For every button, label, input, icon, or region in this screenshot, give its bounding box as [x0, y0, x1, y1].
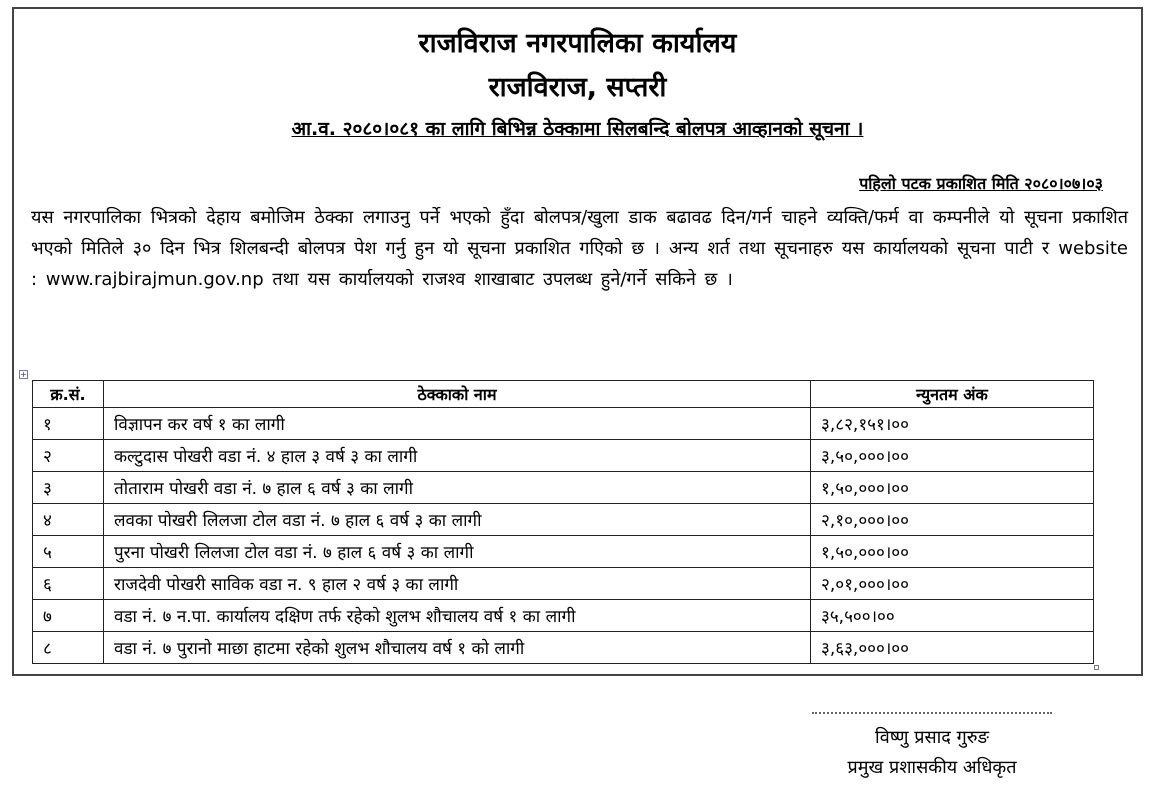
table-row	[33, 472, 1094, 504]
serial-cell: ३	[33, 472, 104, 504]
serial-cell: ८	[33, 632, 104, 664]
column-header-serial: क्र.सं.	[33, 381, 104, 408]
notice-body: यस नगरपालिका भित्रको देहाय बमोजिम ठेक्का लगाउनु पर्ने भएको हुँदा बोलपत्र/खुला डाक बढावढ दिन/गर्न चाहने व्यक्ति/फर्म वा कम्पनीले यो सूचना प्रकाशित भएको मितिले ३० दिन भित्र शिलबन्दी बोलपत्र पेश गर्नु हुन यो सूचना प्रकाशित गएिको छ । अन्य शर्त तथा सूचनाहरु यस कार्यालयको सूचना पाटी र website : www.rajbirajmun.gov.np तथा यस कार्यालयको राजश्व शाखाबाट उपलब्ध हुने/गर्ने सकिने छ ।	[31, 207, 1128, 290]
table-header-row	[33, 381, 1094, 408]
serial-cell: ७	[33, 600, 104, 632]
publication-date: पहिलो पटक प्रकाशित मिति २०८०।०७।०३	[859, 174, 1103, 193]
table-resize-handle[interactable]	[1094, 665, 1099, 670]
table-row	[33, 632, 1094, 664]
contract-name-cell: कल्टुदास पोखरी वडा नं. ४ हाल ३ वर्ष ३ का लागी	[104, 440, 811, 472]
office-title: राजविराज नगरपालिका कार्यालय	[418, 28, 737, 59]
contract-name-cell: विज्ञापन कर वर्ष १ का लागी	[104, 408, 811, 440]
contract-name-cell: लवका पोखरी लिलजा टोल वडा नं. ७ हाल ६ वर्ष ३ का लागी	[104, 504, 811, 536]
table-row	[33, 408, 1094, 440]
amount-cell: २,०१,०००।००	[811, 568, 1094, 600]
table-row	[33, 600, 1094, 632]
amount-cell: २,१०,०००।००	[811, 504, 1094, 536]
amount-cell: ३,८२,१५१।००	[811, 408, 1094, 440]
contract-name-cell: वडा नं. ७ न.पा. कार्यालय दक्षिण तर्फ रहेको शुलभ शौचालय वर्ष १ का लागी	[104, 600, 811, 632]
amount-cell: १,५०,०००।००	[811, 472, 1094, 504]
amount-cell: १,५०,०००।००	[811, 536, 1094, 568]
serial-cell: २	[33, 440, 104, 472]
serial-cell: १	[33, 408, 104, 440]
notice-subject: आ.व. २०८०।०८१ का लागि बिभिन्न ठेक्कामा सिलबन्दि बोलपत्र आव्हानको सूचना ।	[291, 118, 864, 140]
signature-line	[812, 712, 1052, 714]
contract-name-cell: राजदेवी पोखरी साविक वडा न. ९ हाल २ वर्ष ३ का लागी	[104, 568, 811, 600]
notice-frame	[12, 7, 1143, 676]
signatory-title: प्रमुख प्रशासकीय अधिकृत	[847, 757, 1017, 778]
amount-cell: ३,५०,०००।००	[811, 440, 1094, 472]
serial-cell: ४	[33, 504, 104, 536]
table-row	[33, 536, 1094, 568]
contract-name-cell: वडा नं. ७ पुरानो माछा हाटमा रहेको शुलभ शौचालय वर्ष १ को लागी	[104, 632, 811, 664]
table-move-handle-icon[interactable]: +	[20, 370, 27, 379]
column-header-contract-name: ठेक्काको नाम	[104, 381, 811, 408]
contract-name-cell: पुरना पोखरी लिलजा टोल वडा नं. ७ हाल ६ वर्ष ३ का लागी	[104, 536, 811, 568]
contract-name-cell: तोताराम पोखरी वडा नं. ७ हाल ६ वर्ष ३ का लागी	[104, 472, 811, 504]
table-row	[33, 504, 1094, 536]
serial-cell: ५	[33, 536, 104, 568]
column-header-minimum-amount: न्युनतम अंक	[811, 381, 1094, 408]
amount-cell: ३,६३,०००।००	[811, 632, 1094, 664]
serial-cell: ६	[33, 568, 104, 600]
table-row	[33, 440, 1094, 472]
office-location: राजविराज, सप्तरी	[488, 72, 667, 103]
signatory-name: विष्णु प्रसाद गुरुङ	[875, 727, 989, 748]
table-row	[33, 568, 1094, 600]
amount-cell: ३५,५००।००	[811, 600, 1094, 632]
contracts-table	[32, 380, 1094, 664]
